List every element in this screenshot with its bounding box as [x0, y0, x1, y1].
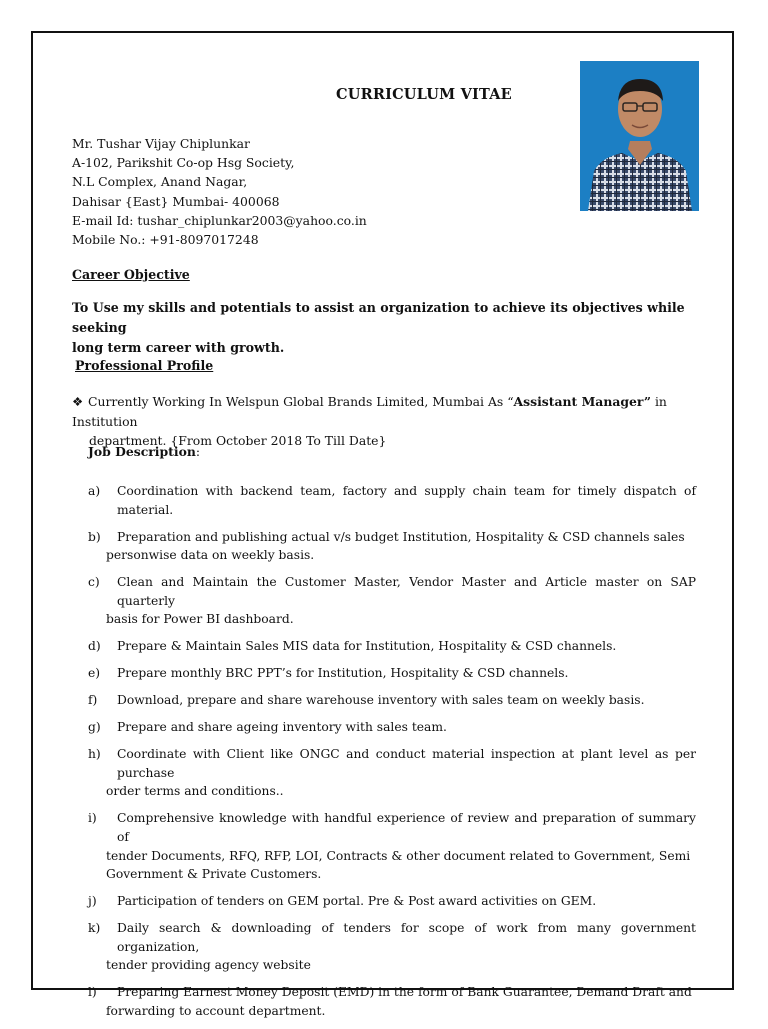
list-item [88, 892, 696, 911]
list-item-line: forwarding to account department. [106, 1003, 326, 1018]
list-item-text [106, 919, 696, 975]
profile-photo [580, 61, 699, 211]
address-line: Dahisar {East} Mumbai- 400068 [72, 193, 280, 209]
list-item-text [106, 745, 696, 801]
list-item-line: Prepare monthly BRC PPT’s for Institution, Hospitality & CSD channels. [117, 666, 569, 681]
list-item [88, 573, 696, 629]
list-item [88, 919, 696, 975]
list-item [88, 745, 696, 801]
list-item-line: personwise data on weekly basis. [106, 548, 315, 563]
list-item-text [117, 637, 696, 656]
list-item [88, 637, 696, 656]
career-objective-heading: Career Objective [72, 267, 190, 282]
list-item-text [117, 482, 696, 519]
list-marker: h) [88, 747, 101, 762]
list-item-line: Comprehensive knowledge with handful experience of review and preparation of summary of [117, 811, 696, 845]
colon: : [195, 444, 201, 459]
diamond-bullet-icon: ❖ [72, 394, 84, 409]
list-item-line: order terms and conditions.. [106, 784, 284, 799]
profile-bullet-item [72, 392, 697, 451]
job-description-list [88, 482, 696, 1029]
list-item-line: basis for Power BI dashboard. [106, 612, 294, 627]
email-line: E-mail Id: tushar_chiplunkar2003@yahoo.co.in [72, 212, 367, 228]
objective-line: long term career with growth. [72, 340, 285, 355]
list-item-text [117, 664, 696, 683]
list-item-text [117, 718, 696, 737]
address-line: A-102, Parikshit Co-op Hsg Society, [72, 155, 295, 171]
list-item-line: Prepare & Maintain Sales MIS data for Institution, Hospitality & CSD channels. [117, 639, 617, 654]
list-item-line: Prepare and share ageing inventory with sales team. [117, 720, 447, 735]
list-item-line: Participation of tenders on GEM portal. Pre & Post award activities on GEM. [117, 894, 597, 909]
list-item-text [106, 573, 696, 629]
list-marker: b) [88, 529, 101, 544]
list-item-line: Preparing Earnest Money Deposit (EMD) in the form of Bank Guarantee, Demand Draft and [117, 985, 692, 1000]
list-marker: j) [88, 894, 97, 909]
list-marker: i) [88, 811, 97, 826]
list-item [88, 482, 696, 519]
list-item [88, 691, 696, 710]
list-item [88, 718, 696, 737]
objective-line: To Use my skills and potentials to assist an organization to achieve its objectives while seeking [72, 300, 685, 335]
candidate-name: Mr. Tushar Vijay Chiplunkar [72, 136, 250, 151]
mobile-line: Mobile No.: +91-8097017248 [72, 232, 259, 248]
job-description-label [88, 444, 200, 459]
list-item-line: tender Documents, RFQ, RFP, LOI, Contracts & other document related to Government, Semi [106, 848, 691, 863]
list-item-line: Coordinate with Client like ONGC and conduct material inspection at plant level as per purchase [117, 747, 696, 780]
portrait-image [580, 61, 699, 211]
list-item-line: Coordination with backend team, factory and supply chain team for timely dispatch of material. [117, 484, 696, 517]
list-item-line: Clean and Maintain the Customer Master, Vendor Master and Article master on SAP quarterly [117, 575, 696, 608]
list-marker: a) [88, 484, 101, 498]
list-marker: c) [88, 575, 100, 590]
profile-text: in Institution [72, 394, 667, 429]
address-line: N.L Complex, Anand Nagar, [72, 174, 248, 190]
profile-text: Currently Working In Welspun Global Brands Limited, Mumbai As “ [88, 394, 514, 409]
career-objective-text [72, 298, 697, 358]
list-item-text [117, 892, 696, 911]
list-item-line: Government & Private Customers. [106, 867, 322, 882]
list-item [88, 528, 696, 565]
list-item [88, 664, 696, 683]
list-item [88, 983, 696, 1020]
profile-text: department. {From October 2018 To Till Date} [89, 433, 387, 448]
list-marker: l) [88, 985, 97, 1000]
list-marker: g) [88, 720, 101, 735]
contact-address [72, 134, 367, 249]
list-marker: f) [88, 693, 98, 708]
list-item-line: tender providing agency website [106, 958, 311, 973]
document-title: CURRICULUM VITAE [336, 86, 512, 103]
list-marker: e) [88, 666, 101, 681]
list-item-line: Preparation and publishing actual v/s budget Institution, Hospitality & CSD channels sales [117, 529, 685, 544]
list-marker: d) [88, 639, 101, 654]
list-item-text [106, 809, 696, 883]
list-item-line: Download, prepare and share warehouse inventory with sales team on weekly basis. [117, 693, 645, 708]
list-item-line: Daily search & downloading of tenders for scope of work from many government organization, [117, 921, 696, 954]
list-item [88, 809, 696, 883]
list-item-text [106, 528, 696, 565]
list-marker: k) [88, 921, 101, 936]
job-description-title: Job Description [88, 444, 196, 459]
list-item-text [106, 983, 696, 1020]
professional-profile-heading: Professional Profile [75, 358, 214, 373]
designation: Assistant Manager” [513, 394, 652, 409]
list-item-text [117, 691, 696, 710]
